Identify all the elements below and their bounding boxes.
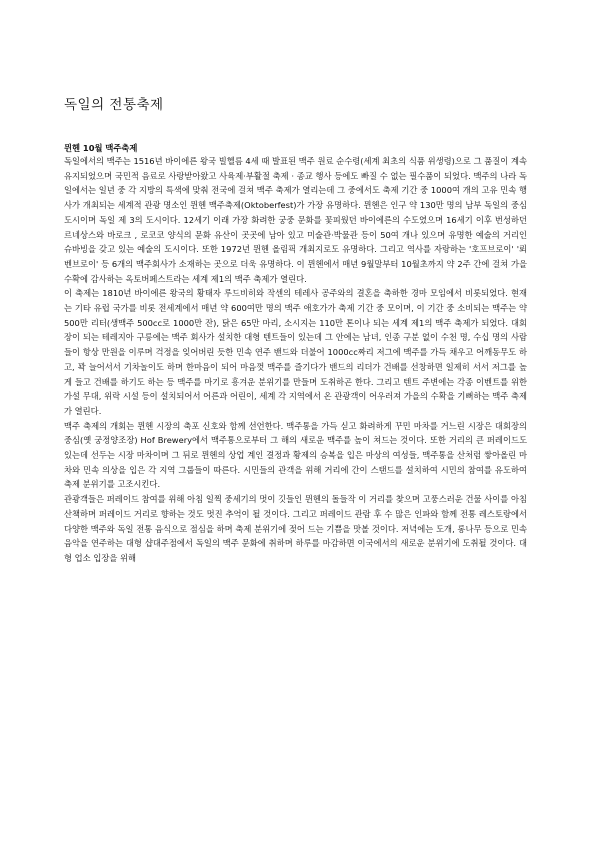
body-text: [64, 154, 527, 566]
paragraph: 맥주 축제의 개회는 뮌헨 시장의 축포 신호와 함께 선언한다. 맥주통을 가득 싣고 화려하게 꾸민 마차를 거느린 시장은 대회장의 중심(옛 궁정양조장) Hof Brewery에서 맥주통으로부터 그 해의 새로운 맥주를 높이 쳐드는 것이다. 또한 거리의 큰 퍼레이드도 있는데 선두는 시장 마차이며 그 뒤로 뮌헨의 상업 계인 결정과 황제의 승복을 입은 마상의 여성들, 맥주통을 산처럼 쌓아올린 마차와 민속 의상을 입은 각 지역 그룹들이 따른다. 시민들의 관객을 위해 거리에 간이 스탠드를 설치하여 시민의 참여를 유도하여 축제 분위기를 고조시킨다.: [64, 420, 527, 490]
section-heading: 뮌헨 10월 맥주축제: [64, 143, 138, 153]
paragraph: 독일에서의 맥주는 1516년 바이에른 왕국 빌헬름 4세 때 발표된 맥주 원료 순수령(세계 최초의 식품 위생령)으로 그 품질이 계속 유지되었으며 국민적 음료로 사랑받아왔고 사육제·부활절 축제 · 종교 행사 등에도 빠질 수 없는 필수품이 되었다. 맥주의 나라 독일에서는 일년 중 각 지방의 특색에 맞춰 전국에 걸쳐 맥주 축제가 열리는데 그 중에서도 축제 기간 중 1000여 개의 고유 민속 행사가 개최되는 세계적 관광 명소인 뮌헨 맥주축제(Oktoberfest)가 가장 유명하다. 뮌헨은 인구 약 130만 명의 남부 독일의 중심 도시이며 독일 제 3의 도시이다. 12세기 이래 가장 화려한 궁중 문화를 꽃피웠던 바이에른의 수도였으며 16세기 이후 번성하던 르네상스와 바로크 , 로코코 양식의 문화 유산이 곳곳에 남아 있고 미술관·박물관 등이 50여 개나 있으며 유명한 예술의 거리인 슈바빙을 갖고 있는 예술의 도시이다. 또한 1972년 뮌헨 올림픽 개최지로도 유명하다. 그리고 역사를 자랑하는 '호프브로이' '뢰벤브로이' 등 6개의 맥주회사가 소재하는 곳으로 더욱 유명하다. 이 뮌헨에서 매년 9월말부터 10월초까지 약 2주 간에 걸쳐 가을 수확에 감사하는 옥토버페스트라는 세계 제1의 맥주 축제가 열린다.: [64, 156, 527, 284]
document-title: 독일의 전통축제: [64, 97, 164, 113]
paragraph: 관광객들은 퍼레이드 참여를 위해 아침 일찍 중세기의 멋이 깃들인 뮌헨의 돌들작 이 거리를 찾으며 고풍스러운 건물 사이를 아침 산책하며 퍼레이드 거리로 향하는 것도 멋진 추억이 될 것이다. 그리고 퍼레이드 관람 후 수 많은 인파와 함께 전통 레스토랑에서 다양한 맥주와 독일 전통 음식으로 점심을 하며 축제 분위기에 젖어 드는 기쁨을 맛볼 것이다. 저녁에는 도개, 롱나무 등으로 민속 음악을 연주하는 대형 샵대주점에서 독일의 맥주 문화에 취하며 하루를 마감하면 이국에서의 새로운 분위기에 도취될 것이다. 대형 업소 입장을 위해: [64, 494, 527, 563]
paragraph: 이 축제는 1810년 바이에른 왕국의 황태자 루드비히와 작센의 테레사 공주와의 결혼을 축하한 경마 모임에서 비롯되었다. 현재는 기타 유럽 국가를 비롯 전세계에서 매년 약 600여만 명의 맥주 애호가가 축제 기간 중 모이며, 이 기간 중 소비되는 맥주는 약500만 리터(생맥주 500cc로 1000만 잔), 닭은 65만 마리, 소시지는 110만 톤이나 되는 세계 제1의 맥주 축제가 되었다. 대회장이 되는 테레지아 구릉에는 맥주 회사가 설치한 대형 텐트들이 있는데 그 안에는 남녀, 인종 구분 없이 수천 명, 수십 명의 사람들이 항상 만원을 이루며 걱정을 잊어버린 듯한 민속 연주 밴드와 더불어 1000cc짜리 저그에 맥주를 가득 채우고 어깨동무도 하고, 꽉 늘어서서 기차놀이도 하며 한마음이 되어 마음껏 맥주를 즐기다가 밴드의 리더가 건배를 선창하면 일제히 서서 저그를 높게 들고 건배를 하기도 하는 등 맥주를 마기로 흥겨운 분위기를 만들며 도취하곤 한다. 그리고 텐트 주변에는 각종 이벤트를 위한 가설 무대, 위락 시설 등이 설치되어서 어른과 어린이, 세계 각 지역에서 온 관광객이 어우러져 가을의 수확을 기뻐하는 맥주 축제가 열린다.: [64, 288, 527, 416]
